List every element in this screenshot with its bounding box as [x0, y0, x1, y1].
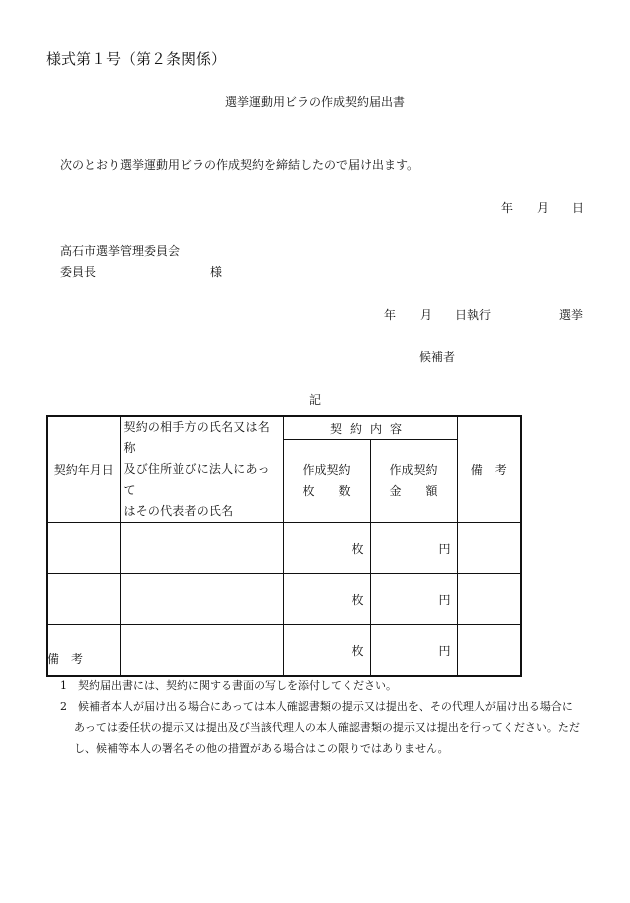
date-day-label: 日 — [572, 201, 585, 215]
table-header-row — [47, 416, 521, 440]
cell-remark[interactable] — [457, 625, 521, 677]
election-day-exec-label: 日執行 — [455, 308, 492, 322]
table-row — [47, 523, 521, 574]
table-row — [47, 625, 521, 677]
document-title: 選挙運動用ビラの作成契約届出書 — [224, 95, 405, 109]
date-month-label: 月 — [537, 201, 550, 215]
contract-table — [46, 415, 522, 677]
header-count-line: 枚 数 — [302, 484, 351, 498]
recipient-chair: 委員長 — [60, 265, 97, 279]
candidate-label: 候補者 — [419, 350, 456, 364]
date-year-label: 年 — [501, 201, 514, 215]
cell-count[interactable]: 枚 — [283, 625, 370, 677]
remark-note: 1 契約届出書には、契約に関する書面の写しを添付してください。 — [60, 679, 397, 692]
cell-amount[interactable]: 円 — [370, 523, 457, 574]
cell-remark[interactable] — [457, 523, 521, 574]
election-year-label: 年 — [384, 308, 397, 322]
header-amount-line: 金 額 — [389, 484, 438, 498]
header-party-line: はその代表者の氏名 — [123, 504, 234, 518]
election-label: 選挙 — [559, 308, 584, 322]
header-remarks: 備 考 — [457, 416, 521, 523]
remark-note-continuation: あっては委任状の提示又は提出及び当該代理人の本人確認書類の提示又は提出を行ってください。ただ — [74, 721, 580, 734]
cell-amount[interactable]: 円 — [370, 574, 457, 625]
header-amount-line: 作成契約 — [389, 463, 438, 477]
cell-date[interactable] — [47, 574, 120, 625]
recipient-honorific: 様 — [210, 265, 223, 279]
cell-date[interactable] — [47, 523, 120, 574]
cell-party[interactable] — [120, 625, 283, 677]
remark-note: 2 候補者本人が届け出る場合にあっては本人確認書類の提示又は提出を、その代理人が届け出る場合に — [60, 700, 573, 713]
header-count-line: 作成契約 — [302, 463, 351, 477]
cell-amount[interactable]: 円 — [370, 625, 457, 677]
cell-party[interactable] — [120, 523, 283, 574]
header-party-line: 及び住所並びに法人にあって — [123, 462, 270, 497]
header-party-line: 契約の相手方の氏名又は名称 — [123, 420, 270, 455]
header-amount — [370, 440, 457, 523]
cell-party[interactable] — [120, 574, 283, 625]
remarks-heading: 備 考 — [47, 652, 84, 666]
header-count — [283, 440, 370, 523]
header-contract-content: 契約内容 — [283, 416, 457, 440]
recipient-committee: 高石市選挙管理委員会 — [60, 244, 181, 258]
header-contract-date: 契約年月日 — [47, 416, 120, 523]
ki-marker: 記 — [308, 393, 321, 407]
form-number: 様式第１号（第２条関係） — [46, 50, 227, 68]
header-contract-party — [120, 416, 283, 523]
cell-remark[interactable] — [457, 574, 521, 625]
cell-count[interactable]: 枚 — [283, 523, 370, 574]
election-month-label: 月 — [420, 308, 433, 322]
intro-text: 次のとおり選挙運動用ビラの作成契約を締結したので届け出ます。 — [60, 158, 420, 172]
table-row — [47, 574, 521, 625]
cell-count[interactable]: 枚 — [283, 574, 370, 625]
remark-note-continuation: し、候補等本人の署名その他の措置がある場合はこの限りではありません。 — [74, 742, 449, 755]
